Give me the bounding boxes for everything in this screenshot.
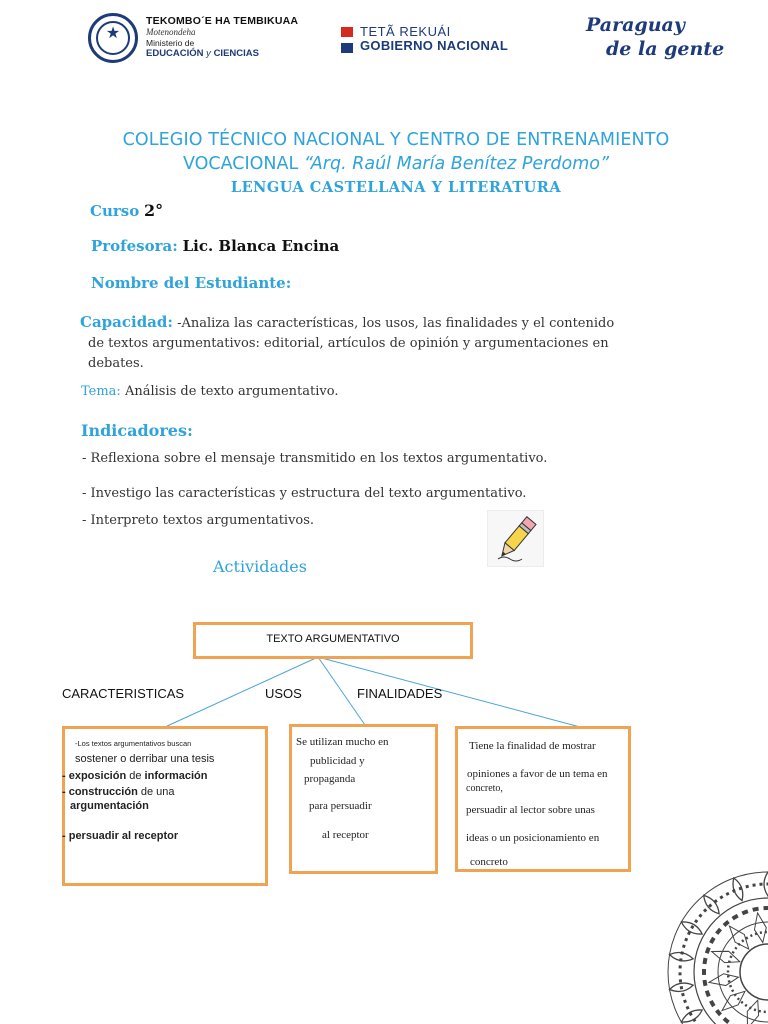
- category-uses: USOS: [265, 686, 302, 701]
- category-characteristics: CARACTERISTICAS: [62, 686, 185, 701]
- gov-title: TETÃ REKUÁI: [360, 24, 451, 39]
- header: [0, 10, 768, 70]
- indicator-item: - Investigo las características y estructura del texto argumentativo.: [82, 486, 527, 501]
- subject-title: LENGUA CASTELLANA Y LITERATURA: [230, 179, 562, 196]
- brand-logo-line1: Paraguay: [586, 14, 685, 36]
- activities-heading: Actividades: [213, 557, 307, 576]
- teacher-value: Lic. Blanca Encina: [182, 237, 340, 255]
- government-flag-icon: [341, 27, 353, 53]
- course-value: 2°: [143, 201, 164, 220]
- category-purposes: FINALIDADES: [357, 686, 443, 701]
- concept-map: TEXTO ARGUMENTATIVO CARACTERISTICAS USOS FINALIDADES -Los textos argumentativos buscan sostener o derribar una tesis - exposición de información - construcción de una argumentación - persuadir al receptor Se utilizan mucho en publicidad y propaganda para persuadir al receptor Tiene la finalidad de mostrar opiniones a favor de un tema en concreto, persuadir al lector sobre unas ideas o un posicionamiento en concreto: [0, 600, 768, 900]
- mec-ministry-name: EDUCACIÓN y CIENCIAS: [146, 48, 259, 59]
- school-name-line1: COLEGIO TÉCNICO NACIONAL Y CENTRO DE ENTRENAMIENTO: [122, 130, 670, 150]
- school-name-line2: VOCACIONAL “Arq. Raúl María Benítez Perdomo”: [182, 154, 610, 174]
- capacity-paragraph: Capacidad: -Analiza las características, los usos, las finalidades y el contenido de textos argumentativos: editorial, artículos de opinión y argumentaciones en debates.: [80, 313, 615, 371]
- indicators-heading: Indicadores:: [81, 421, 193, 440]
- indicator-item: - Reflexiona sobre el mensaje transmitido en los textos argumentativo.: [82, 451, 548, 466]
- course-field: [90, 201, 163, 220]
- teacher-label: Profesora:: [91, 237, 178, 255]
- mandala-decoration: [618, 852, 768, 1024]
- mec-title: TEKOMBO´E HA TEMBIKUAA: [146, 15, 299, 27]
- main-concept-box: TEXTO ARGUMENTATIVO: [193, 622, 473, 659]
- topic-field: [81, 384, 338, 399]
- course-label: Curso: [90, 202, 140, 220]
- mec-ministry: Ministerio de: [146, 38, 195, 48]
- indicator-item: - Interpreto textos argumentativos.: [82, 513, 315, 528]
- pencil-icon: [487, 510, 544, 567]
- mec-subtitle: Motenondeha: [146, 27, 196, 37]
- student-name-field: [91, 274, 291, 292]
- brand-logo-line2: de la gente: [606, 38, 725, 60]
- topic-value: Análisis de texto argumentativo.: [124, 384, 339, 399]
- capacity-label: Capacidad:: [80, 313, 173, 331]
- topic-label: Tema:: [81, 384, 121, 399]
- national-seal-logo: ★: [88, 13, 138, 63]
- student-name-label: Nombre del Estudiante:: [91, 274, 292, 292]
- teacher-field: [91, 237, 339, 255]
- gov-name: GOBIERNO NACIONAL: [360, 38, 509, 53]
